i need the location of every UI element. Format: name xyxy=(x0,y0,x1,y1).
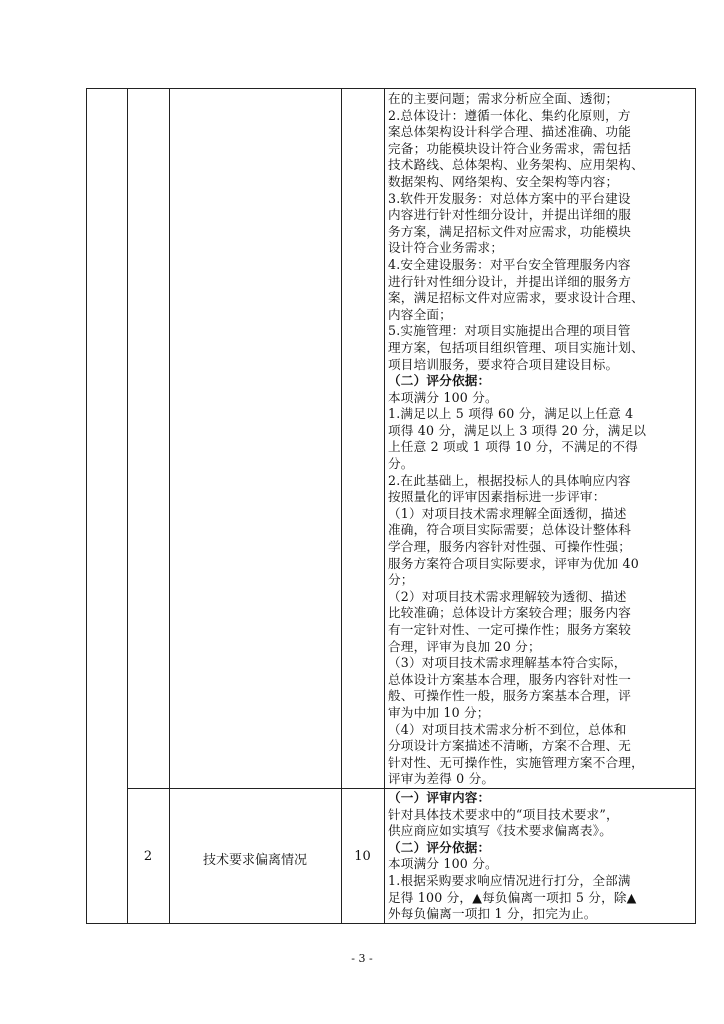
criteria-line: 进行针对性细分设计，并提出详细的服务方 xyxy=(388,273,632,289)
criteria-line: 案总体架构设计科学合理、描述准确、功能 xyxy=(388,124,632,140)
row2-item-name: 技术要求偏离情况 xyxy=(202,853,307,868)
criteria-line: 分。 xyxy=(388,456,414,472)
criteria-line: 完备；功能模块设计符合业务需求，需包括 xyxy=(388,140,632,156)
row1-criteria-text xyxy=(388,91,693,788)
criteria-line: 设计符合业务需求； xyxy=(388,240,504,256)
row-divider xyxy=(127,788,695,789)
criteria-line: （1）对项目技术需求理解全面透彻，描述 xyxy=(388,505,627,521)
column-divider xyxy=(341,89,342,923)
criteria-line: 技术路线、总体架构、业务架构、应用架构、 xyxy=(388,157,644,173)
criteria-line: 有一定针对性、一定可操作性；服务方案较 xyxy=(388,622,632,637)
column-divider xyxy=(169,89,170,923)
criteria-line: 务方案，满足招标文件对应需求，功能模块 xyxy=(388,223,632,239)
scoring-table xyxy=(86,88,696,924)
criteria-line: 3.软件开发服务：对总体方案中的平台建设 xyxy=(388,190,631,206)
criteria-line: 1.根据采购要求响应情况进行打分，全部满 xyxy=(388,872,631,888)
criteria-line: 2.总体设计：遵循一体化、集约化原则，方 xyxy=(388,107,631,123)
criteria-line: 内容进行针对性细分设计，并提出详细的服 xyxy=(388,207,632,223)
criteria-line: 服务方案符合项目实际要求，评审为优加 40 xyxy=(388,555,639,571)
criteria-line: 在的主要问题；需求分析应全面、透彻； xyxy=(388,91,619,106)
row2-criteria-text xyxy=(388,790,693,923)
page-number: - 3 - xyxy=(351,952,373,965)
criteria-line: 案，满足招标文件对应需求，要求设计合理、 xyxy=(388,290,644,306)
criteria-line: 2.在此基础上，根据投标人的具体响应内容 xyxy=(388,472,631,488)
criteria-line: 针对性、无可操作性，实施管理方案不合理， xyxy=(388,754,644,770)
criteria-line: 般、可操作性一般，服务方案基本合理，评 xyxy=(388,688,632,704)
criteria-line: 准确，符合项目实际需要；总体设计整体科 xyxy=(388,522,632,538)
criteria-line: 项目培训服务，要求符合项目建设目标。 xyxy=(388,356,619,372)
row2-score: 10 xyxy=(354,849,371,864)
criteria-line: 内容全面； xyxy=(388,306,452,322)
criteria-line: 分； xyxy=(388,572,414,588)
criteria-line: （3）对项目技术需求理解基本符合实际， xyxy=(388,655,627,671)
criteria-line: （2）对项目技术需求理解较为透彻、描述 xyxy=(388,588,627,604)
criteria-line: 4.安全建设服务：对平台安全管理服务内容 xyxy=(388,256,631,272)
row2-number: 2 xyxy=(143,849,153,864)
criteria-line: 学合理，服务内容针对性强、可操作性强； xyxy=(388,539,632,555)
column-divider xyxy=(127,89,128,923)
criteria-line: 供应商应如实填写《技术要求偏离表》。 xyxy=(388,823,612,839)
criteria-line: （一）评审内容： xyxy=(388,790,491,805)
criteria-line: 评审为差得 0 分。 xyxy=(388,771,495,787)
criteria-line: 1.满足以上 5 项得 60 分，满足以上任意 4 xyxy=(388,406,634,422)
criteria-line: 总体设计方案基本合理，服务内容针对性一 xyxy=(388,671,632,687)
criteria-line: 按照量化的评审因素指标进一步评审： xyxy=(388,489,606,505)
criteria-line: 足得 100 分，▲每负偏离一项扣 5 分，除▲ xyxy=(388,889,637,905)
criteria-line: 本项满分 100 分。 xyxy=(388,389,498,405)
criteria-line: 上任意 2 项或 1 项得 10 分，不满足的不得 xyxy=(388,439,638,455)
column-divider xyxy=(384,89,385,923)
criteria-line: （二）评分依据： xyxy=(388,839,491,855)
criteria-line: 数据架构、网络架构、安全架构等内容； xyxy=(388,173,619,189)
criteria-line: 审为中加 10 分； xyxy=(388,704,490,720)
criteria-line: 理方案，包括项目组织管理、项目实施计划、 xyxy=(388,339,644,355)
criteria-line: （二）评分依据： xyxy=(388,373,491,389)
criteria-line: 外每负偏离一项扣 1 分，扣完为止。 xyxy=(388,906,597,922)
criteria-line: 比较准确；总体设计方案较合理；服务内容 xyxy=(388,605,632,621)
criteria-line: 针对具体技术要求中的“项目技术要求”， xyxy=(388,806,619,822)
criteria-line: 项得 40 分，满足以上 3 项得 20 分，满足以 xyxy=(388,422,647,438)
criteria-line: 本项满分 100 分。 xyxy=(388,856,498,872)
criteria-line: 合理，评审为良加 20 分； xyxy=(388,638,541,654)
criteria-line: 5.实施管理：对项目实施提出合理的项目管 xyxy=(388,323,631,339)
criteria-line: （4）对项目技术需求分析不到位，总体和 xyxy=(388,721,627,737)
criteria-line: 分项设计方案描述不清晰，方案不合理、无 xyxy=(388,738,632,754)
